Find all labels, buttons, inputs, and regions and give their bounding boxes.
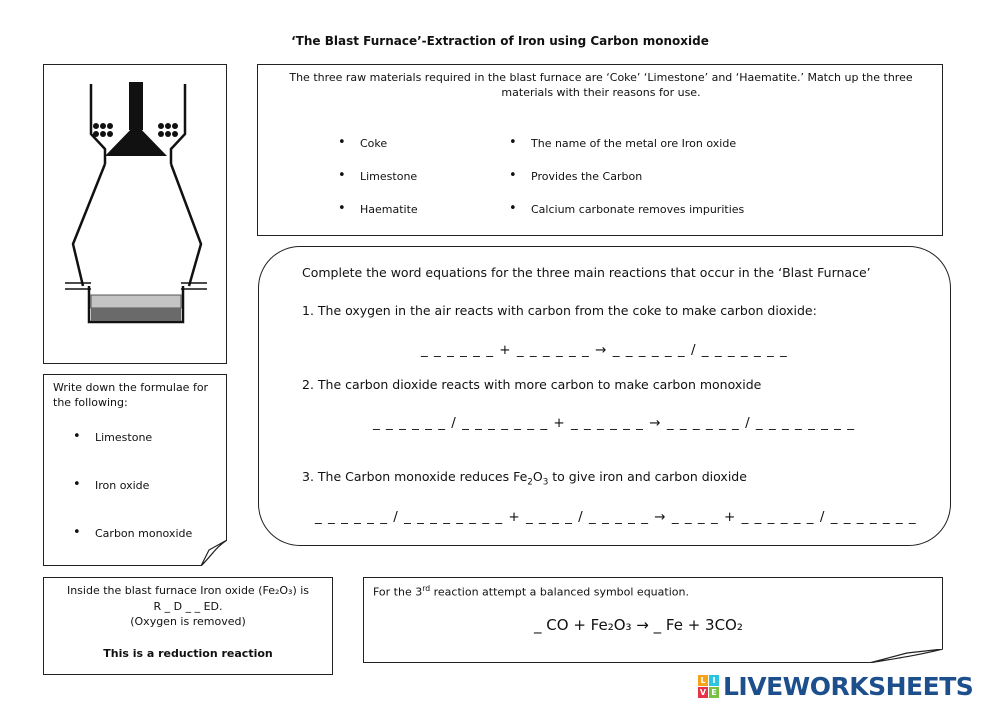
q3-prefix: 3. The Carbon monoxide reduces Fe bbox=[302, 469, 528, 484]
question-2: 2. The carbon dioxide reacts with more carbon to make carbon monoxide bbox=[302, 377, 762, 392]
question-3 bbox=[302, 469, 747, 488]
q3-mid: O bbox=[532, 469, 543, 484]
match-materials-box bbox=[257, 64, 943, 236]
match-intro: The three raw materials required in the blast furnace are ‘Coke’ ‘Limestone’ and ‘Haematite.’ Match up the three materials with their reasons for use. bbox=[289, 71, 913, 99]
q3-suffix: to give iron and carbon dioxide bbox=[548, 469, 747, 484]
symbol-prompt-post: reaction attempt a balanced symbol equation. bbox=[430, 585, 689, 599]
logo-letter-e: E bbox=[709, 687, 719, 698]
answer-3-blanks[interactable]: _ _ _ _ _ _ / _ _ _ _ _ _ _ _ + _ _ _ _ / _ _ _ _ _ → _ _ _ _ + _ _ _ _ _ _ / _ _ _ _ _ _ _ bbox=[315, 509, 917, 525]
word-equations-box bbox=[258, 246, 951, 546]
formulae-box bbox=[43, 374, 227, 566]
symbol-equation[interactable]: _ CO + Fe₂O₃ → _ Fe + 3CO₂ bbox=[534, 616, 743, 634]
symbol-prompt bbox=[373, 584, 689, 599]
reason-carbon[interactable]: • Provides the Carbon bbox=[531, 170, 642, 183]
material-coke[interactable]: • Coke bbox=[360, 137, 387, 150]
formulae-heading: Write down the formulae for the following: bbox=[53, 381, 209, 409]
logo-mark-icon bbox=[698, 675, 720, 699]
reduction-line-4: This is a reduction reaction bbox=[103, 647, 273, 660]
q3-sub2: 3 bbox=[542, 477, 549, 488]
formula-carbon-monoxide[interactable]: • Carbon monoxide bbox=[95, 527, 192, 540]
page-curl-icon bbox=[869, 649, 943, 663]
blast-furnace-diagram bbox=[43, 64, 227, 364]
symbol-prompt-pre: For the 3 bbox=[373, 585, 423, 599]
symbol-equation-box bbox=[363, 577, 943, 663]
logo-letter-l: L bbox=[698, 675, 708, 686]
liveworksheets-logo bbox=[698, 673, 994, 701]
page-title: ‘The Blast Furnace’-Extraction of Iron using Carbon monoxide bbox=[291, 34, 709, 48]
answer-1-blanks[interactable]: _ _ _ _ _ _ + _ _ _ _ _ _ → _ _ _ _ _ _ / _ _ _ _ _ _ _ bbox=[421, 342, 788, 358]
reduction-line-3: (Oxygen is removed) bbox=[130, 615, 246, 628]
formula-iron-oxide[interactable]: • Iron oxide bbox=[95, 479, 149, 492]
formula-limestone[interactable]: • Limestone bbox=[95, 431, 152, 444]
reduction-line-1: Inside the blast furnace Iron oxide (Fe₂O₃) is bbox=[66, 584, 310, 597]
material-haematite[interactable]: • Haematite bbox=[360, 203, 418, 216]
answer-2-blanks[interactable]: _ _ _ _ _ _ / _ _ _ _ _ _ _ + _ _ _ _ _ _ → _ _ _ _ _ _ / _ _ _ _ _ _ _ _ bbox=[373, 415, 855, 431]
equations-heading: Complete the word equations for the three main reactions that occur in the ‘Blast Furnace’ bbox=[302, 265, 871, 280]
logo-letter-v: V bbox=[699, 688, 707, 697]
brand-text: LIVEWORKSHEETS bbox=[723, 672, 974, 701]
reduction-line-2[interactable]: R _ D _ _ ED. bbox=[153, 600, 223, 613]
symbol-prompt-sup: rd bbox=[422, 584, 431, 593]
logo-letter-i: I bbox=[709, 675, 719, 686]
question-1: 1. The oxygen in the air reacts with carbon from the coke to make carbon dioxide: bbox=[302, 303, 817, 318]
reduction-box bbox=[43, 577, 333, 675]
furnace-diagram-box bbox=[43, 64, 227, 364]
q3-sub1: 2 bbox=[527, 477, 533, 488]
reason-impurities[interactable]: • Calcium carbonate removes impurities bbox=[531, 203, 744, 216]
reason-ore[interactable]: • The name of the metal ore Iron oxide bbox=[531, 137, 736, 150]
material-limestone[interactable]: • Limestone bbox=[360, 170, 417, 183]
page-curl-icon bbox=[201, 540, 227, 566]
